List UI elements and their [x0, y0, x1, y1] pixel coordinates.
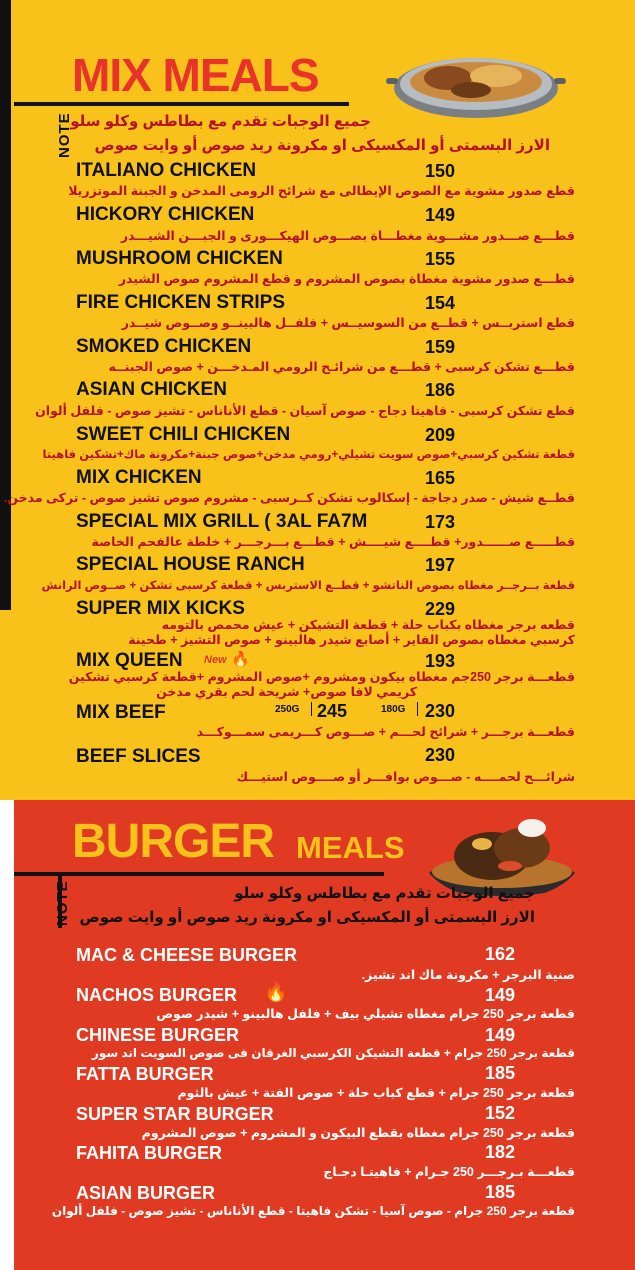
burger-item-price: 185 — [485, 1182, 516, 1202]
title-underline-bar — [14, 102, 349, 106]
burger-item-price: 185 — [485, 1063, 516, 1083]
mix-item-desc-line2: كريمي لافا صوص+ شريحة لحم بقري مدخن — [156, 685, 417, 699]
mix-item-desc: قطــع شيش - صدر دجاجة - إسكالوب تشكن كــرسبى - مشروم صوص تشيز صوص - تركى مدخن. — [3, 491, 575, 505]
mix-item-price: 230 — [425, 745, 456, 765]
note-label: NOTE — [54, 880, 71, 926]
burger-item-name: MAC & CHEESE BURGER — [76, 945, 298, 965]
burger-item-name: SUPER STAR BURGER — [76, 1104, 274, 1124]
burger-intro-line1: جميع الوجبات تقدم مع بطاطس وكلو سلو — [234, 885, 535, 902]
burger-item-price: 152 — [485, 1103, 516, 1123]
mix-item-name: ITALIANO CHICKEN — [76, 160, 257, 181]
mix-item-price: 197 — [425, 555, 456, 575]
size-180g-label: 180G — [381, 704, 406, 715]
mix-item-name: SUPER MIX KICKS — [76, 598, 245, 619]
vertical-divider-bar — [0, 0, 11, 610]
mix-item-desc: شرائـــح لحمــــه - صـــوص بوافـــر أو صــــوص استيـــك — [236, 770, 575, 784]
mix-item-desc: قطـــــع صــــــدور+ قطــــع شيــــش + قطـــع بـــرجـــر + خلطة عالفحم الخاصة — [91, 535, 575, 549]
mix-item-name: SPECIAL HOUSE RANCH — [76, 554, 305, 575]
mix-item-price: 209 — [425, 425, 456, 445]
mix-item-price: 186 — [425, 380, 456, 400]
mix-item-desc: قطعه برجر مغطاه بكباب حلة + قطعة التشيكن + عيش محمص بالتومه — [161, 618, 575, 632]
mix-item-price: 230 — [425, 701, 456, 721]
burger-item-price: 149 — [485, 985, 516, 1005]
mixed-grill-plate-image — [386, 40, 566, 122]
mix-item-name: SPECIAL MIX GRILL ( 3AL FA7M — [76, 511, 368, 532]
mix-intro-line2: الارز البسمتى أو المكسيكى او مكرونة ريد صوص أو وايت صوص — [94, 137, 550, 154]
mix-item-price: 159 — [425, 337, 456, 357]
burger-item-price: 162 — [485, 944, 516, 964]
burger-item-name: ASIAN BURGER — [76, 1183, 216, 1203]
mix-item-price: 173 — [425, 512, 456, 532]
mix-item-desc: قطع تشكن كرسبى - فاهيتا دجاج - صوص آسيان - قطع الأناناس - تشيز صوص - فلفل ألوان — [35, 404, 575, 418]
burger-item-desc: قطعـــة بـرجـــر 250 جـرام + فاهيتـا دجـاج — [323, 1165, 575, 1179]
mix-item-price: 165 — [425, 468, 456, 488]
mix-item-desc: قطعة بــرجــر مغطاه بصوص الناتشو + قطــع الاستربس + قطعة كرسبى تشكن + صــوص الرانش — [41, 580, 575, 592]
fire-icon: 🔥 — [231, 651, 250, 668]
fire-icon: 🔥 — [264, 982, 288, 1003]
burger-item-name: CHINESE BURGER — [76, 1025, 240, 1045]
mix-item-desc: قطع استربــس + قطــع من السوسيــس + فلفــل هالبينــو وصــوص شيــدر — [121, 316, 575, 330]
mix-item-name: BEEF SLICES — [76, 746, 201, 767]
size-250g-label: 250G — [275, 704, 300, 715]
mix-item-name: ASIAN CHICKEN — [76, 379, 227, 400]
mix-item-name: SWEET CHILI CHICKEN — [76, 424, 291, 445]
burger-item-desc: قطعة برجر 250 جرام + قطع كباب حلة + صوص الفتة + عيش بالثوم — [177, 1086, 575, 1100]
mix-item-desc: قطـــع صدور مشوية مغطاة بصوص المشروم و قطع المشروم صوص الشيدر — [118, 272, 575, 286]
mix-item-name: HICKORY CHICKEN — [76, 204, 255, 225]
burger-item-desc: قطعة برجر 250 جرام مغطاه تشيلي بيف + فلفل هالبينو + شيدر صوص — [156, 1007, 575, 1021]
burger-item-desc: قطعة برجر 250 جرام - صوص آسيا - تشكن فاهيتا - قطع الأناناس - تشيز صوص - فلفل ألوان — [51, 1204, 575, 1218]
burger-item-price: 182 — [485, 1142, 516, 1162]
mix-item-desc: قطـــع صـــدور مشـــوية مغطـــاة بصـــوص الهيكـــورى و الجبـــن الشيـــدر — [120, 229, 575, 243]
mix-item-price: 155 — [425, 249, 456, 269]
meals-subtitle: MEALS — [296, 830, 405, 865]
mix-item-name: SMOKED CHICKEN — [76, 336, 252, 357]
note-label: NOTE — [56, 112, 73, 158]
mix-item-name: FIRE CHICKEN STRIPS — [76, 292, 286, 313]
burger-intro-line2: الارز البسمتى أو المكسيكى او مكرونة ريد صوص أو وايت صوص — [79, 909, 535, 926]
burger-item-desc: صنية البرجر + مكرونة ماك اند تشيز. — [361, 968, 575, 982]
burger-title: BURGER — [72, 815, 275, 868]
burger-item-price: 149 — [485, 1025, 516, 1045]
new-badge: New — [204, 654, 227, 666]
mix-item-desc: قطعـــة برجـــر + شرائح لحـــم + صـــوص كـــريمى سمـــوكـــد — [196, 725, 575, 739]
title-underline-bar — [14, 872, 384, 876]
mix-item-desc-line2: كرسبي مغطاه بصوص الفاير + أصابع شيدر هالبينو + صوص التشيز + طحينة — [128, 633, 575, 647]
mix-item-name: MIX CHICKEN — [76, 467, 202, 488]
size-divider — [311, 702, 312, 716]
mix-meals-title: MIX MEALS — [72, 49, 319, 101]
mix-item-name: MIX BEEF — [76, 702, 166, 723]
mix-item-price: 154 — [425, 293, 456, 313]
mix-item-name: MUSHROOM CHICKEN — [76, 248, 283, 269]
burger-meals-panel — [14, 800, 635, 1270]
mix-item-price-250g: 245 — [317, 701, 348, 721]
mix-item-price: 150 — [425, 161, 456, 181]
burger-item-name: FATTA BURGER — [76, 1064, 214, 1084]
mix-item-desc: قطعة تشكين كرسبي+صوص سويت تشيلي+رومي مدخن+صوص جبنة+مكرونة ماك+تشكين فاهيتا — [42, 449, 575, 461]
size-divider — [417, 702, 418, 716]
mix-item-desc: قطعـــة برجر 250جم مغطاه بيكون ومشروم +صوص المشروم +قطعة كرسبي تشكين — [68, 670, 575, 684]
burger-item-desc: قطعة برجر 250 جرام مغطاه بقطع البيكون و المشروم + صوص المشروم — [141, 1126, 575, 1140]
burger-item-name: FAHITA BURGER — [76, 1143, 222, 1163]
mix-item-desc: قطـــع تشكن كرسبى + قطـــع من شرائـح الرومي المـدخـــن + صوص الجبنــه — [108, 360, 575, 374]
mix-item-price: 193 — [425, 651, 456, 671]
burger-item-desc: قطعة برجر 250 جرام + قطعة التشيكن الكرسبي الغرقان فى صوص السويت اند سور — [91, 1046, 575, 1060]
burger-item-name: NACHOS BURGER — [76, 985, 238, 1005]
mix-item-price: 149 — [425, 205, 456, 225]
mix-intro-line1: جميع الوجبات تقدم مع بطاطس وكلو سلو — [70, 113, 371, 130]
mix-item-desc: قطع صدور مشوية مع الصوص الإيطالى مع شرائح الرومى المدخن و الجبنة الموتزريلا — [68, 184, 575, 198]
mix-item-price: 229 — [425, 599, 456, 619]
mix-item-name: MIX QUEEN — [76, 650, 183, 671]
